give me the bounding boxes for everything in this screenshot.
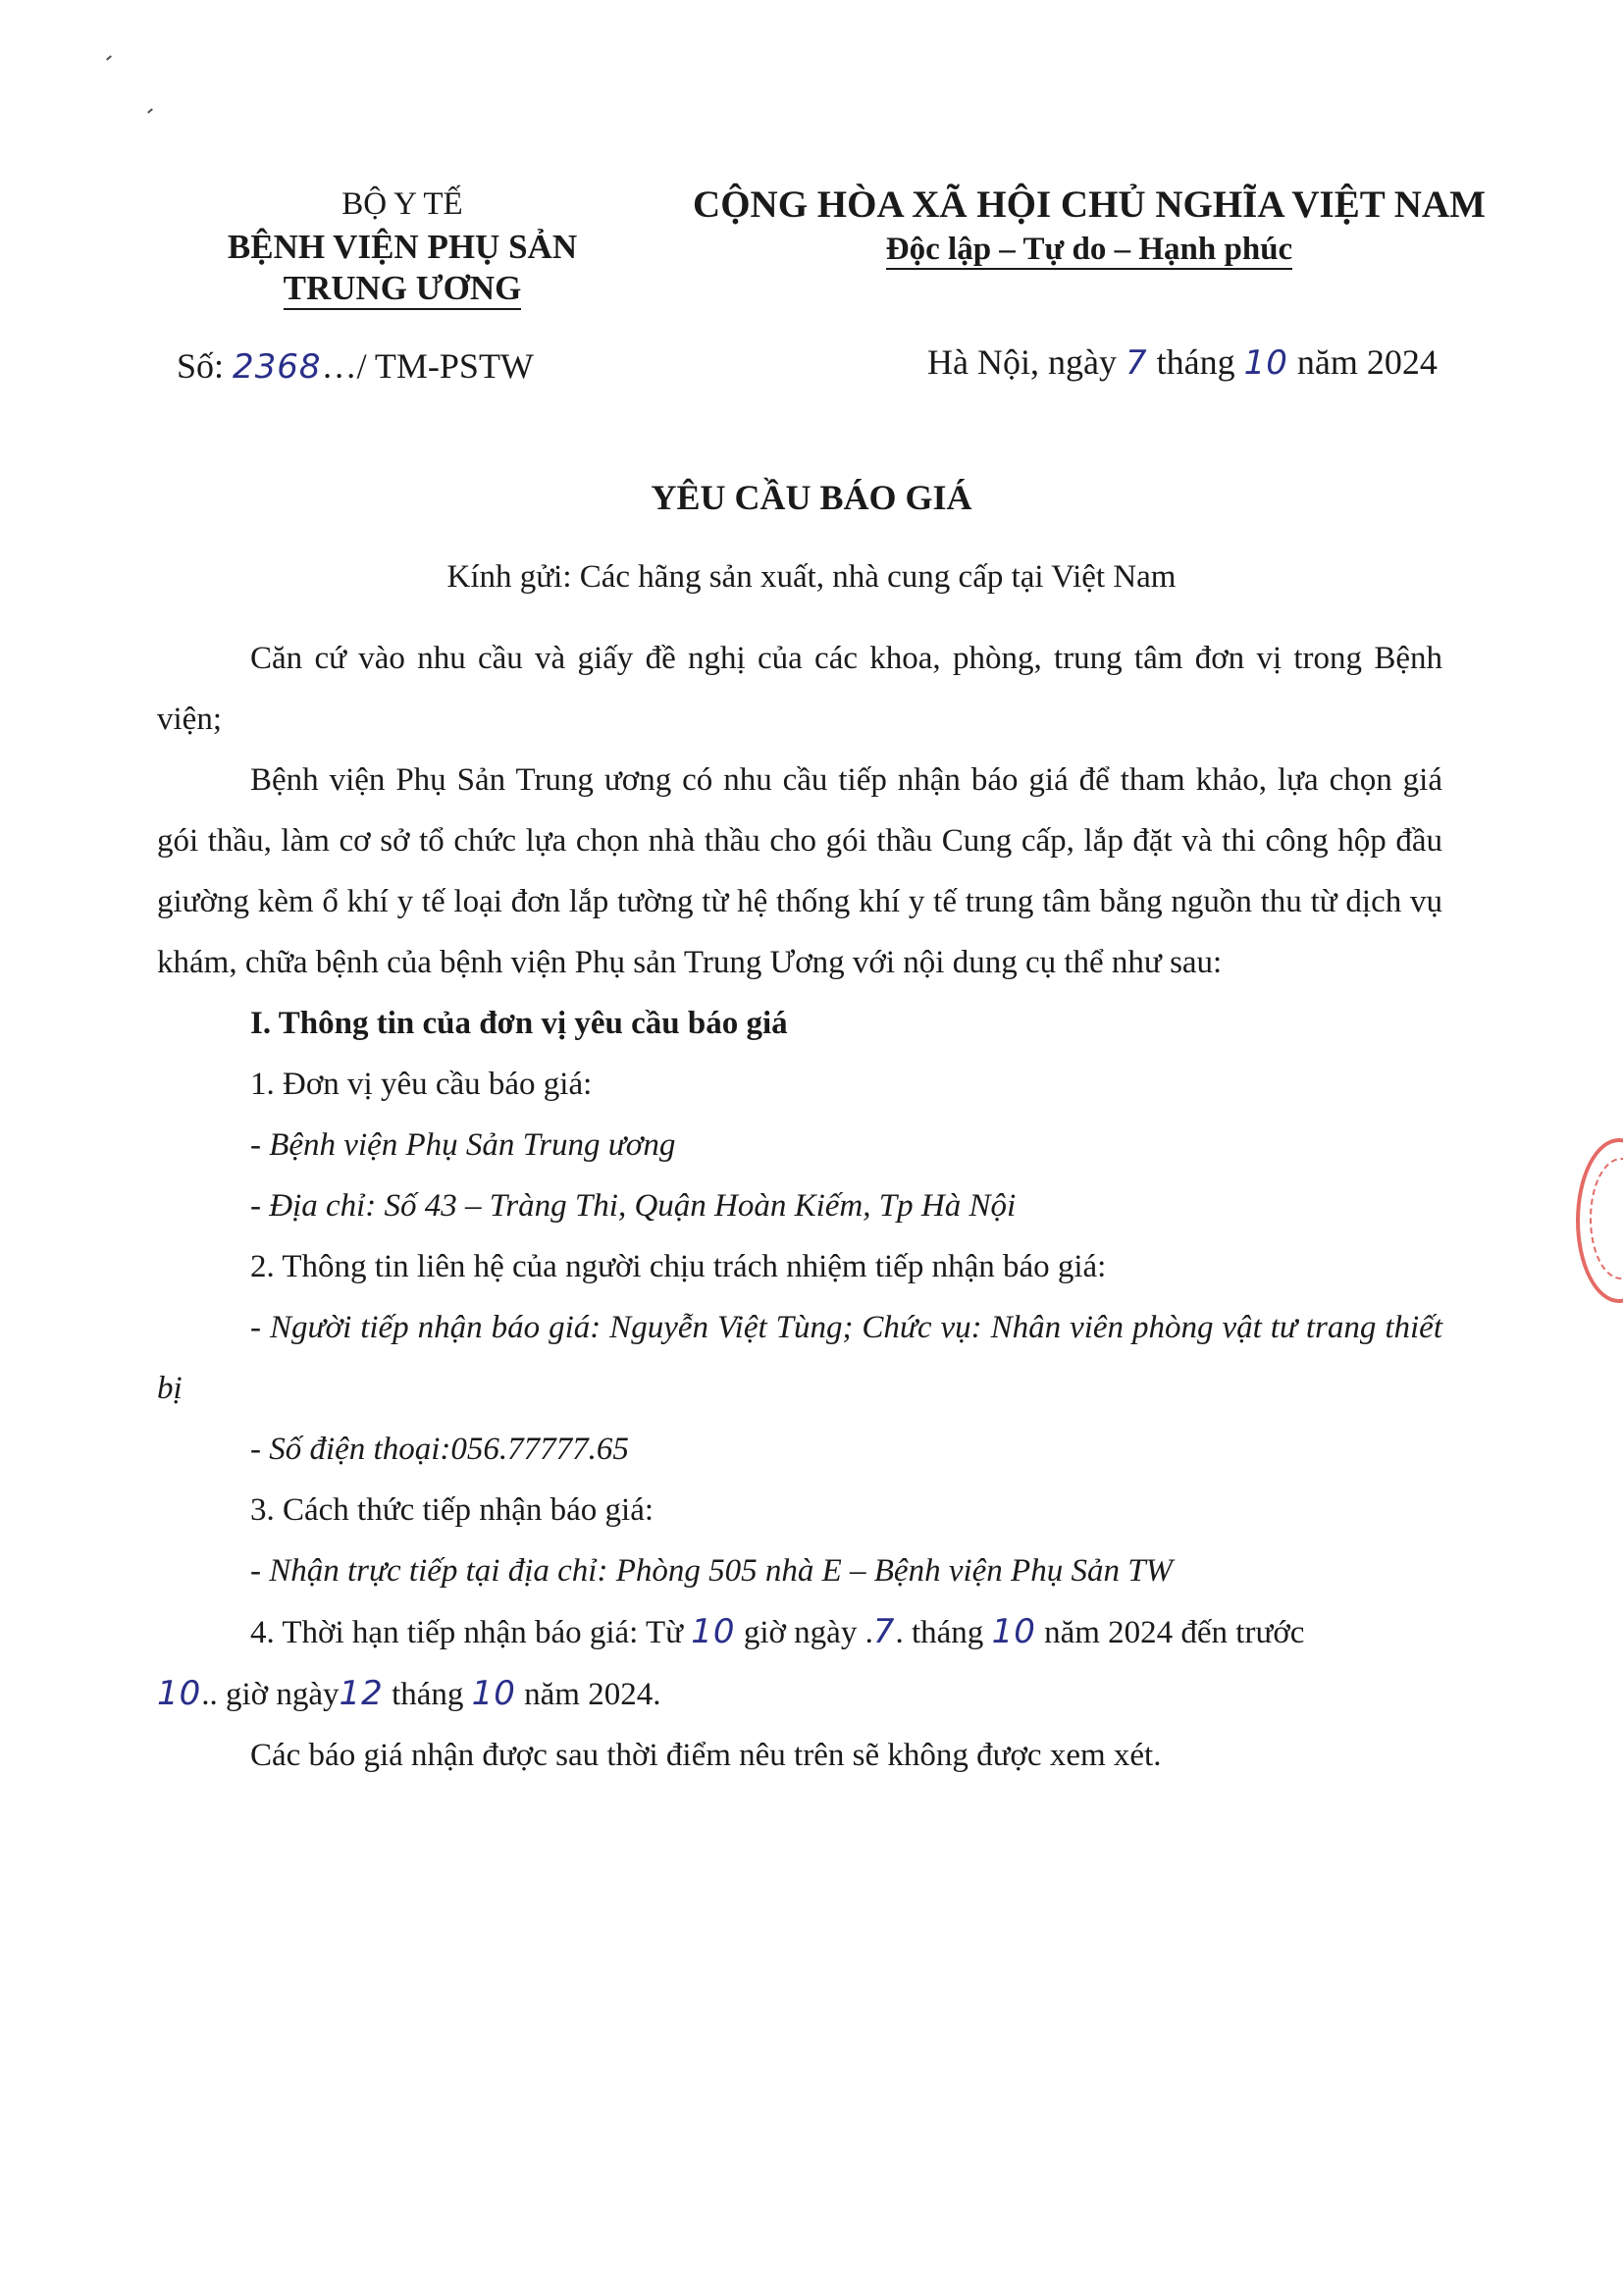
handwritten-month: 10 (1243, 343, 1288, 383)
republic-heading: CỘNG HÒA XÃ HỘI CHỦ NGHĨA VIỆT NAM (693, 183, 1486, 226)
hospital-name-line2: TRUNG ƯƠNG (157, 269, 648, 308)
document-number: Số: 2368…/ TM-PSTW (177, 346, 534, 387)
handwritten-day-to: 12 (339, 1674, 384, 1713)
handwritten-month-from: 10 (991, 1612, 1036, 1651)
item-2-contact-person: - Người tiếp nhận báo giá: Nguyễn Việt Tùng; Chức vụ: Nhân viên phòng vật tư trang thiết bị (157, 1310, 1442, 1406)
handwritten-month-to: 10 (471, 1674, 516, 1713)
item-1: 1. Đơn vị yêu cầu báo giá: (250, 1067, 593, 1102)
place-and-date: Hà Nội, ngày 7 tháng 10 năm 2024 (927, 342, 1438, 383)
handwritten-doc-number: 2368 (233, 347, 322, 387)
handwritten-day-from: 7 (872, 1612, 896, 1651)
handwritten-day: 7 (1125, 343, 1148, 383)
recipient-greeting: Kính gửi: Các hãng sản xuất, nhà cung cấp tại Việt Nam (446, 559, 1177, 595)
scan-speck (106, 55, 112, 60)
item-3-method: - Nhận trực tiếp tại địa chỉ: Phòng 505 nhà E – Bệnh viện Phụ Sản TW (250, 1553, 1174, 1589)
hospital-name-line1: BỆNH VIỆN PHỤ SẢN (227, 228, 578, 266)
item-1-unit: - Bệnh viện Phụ Sản Trung ương (250, 1127, 676, 1163)
document-body (157, 628, 1442, 1786)
item-1-address: - Địa chỉ: Số 43 – Tràng Thi, Quận Hoàn Kiếm, Tp Hà Nội (250, 1188, 1017, 1224)
ministry-name: BỘ Y TẾ (341, 186, 463, 222)
paragraph-request: Bệnh viện Phụ Sản Trung ương có nhu cầu tiếp nhận báo giá để tham khảo, lựa chọn giá gói thầu, làm cơ sở tổ chức lựa chọn nhà thầu cho gói thầu Cung cấp, lắp đặt và thi công hộp đầu giường kèm ổ khí y tế loại đơn lắp tường từ hệ thống khí y tế trung tâm bằng nguồn thu từ dịch vụ khám, chữa bệnh của bệnh viện Phụ sản Trung Ương với nội dung cụ thể như sau: (157, 762, 1442, 980)
handwritten-hour-from: 10 (691, 1612, 736, 1651)
closing-note: Các báo giá nhận được sau thời điểm nêu trên sẽ không được xem xét. (250, 1738, 1162, 1773)
item-4-line1: 4. Thời hạn tiếp nhận báo giá: Từ 10 giờ ngày .7. tháng 10 năm 2024 đến trước (250, 1612, 1305, 1651)
scan-speck (147, 108, 153, 113)
paragraph-basis: Căn cứ vào nhu cầu và giấy đề nghị của các khoa, phòng, trung tâm đơn vị trong Bệnh viện; (157, 641, 1442, 737)
national-motto: Độc lập – Tự do – Hạnh phúc (628, 232, 1550, 268)
section-heading: I. Thông tin của đơn vị yêu cầu báo giá (250, 1006, 788, 1041)
item-2-phone: - Số điện thoại:056.77777.65 (250, 1432, 629, 1467)
item-3: 3. Cách thức tiếp nhận báo giá: (250, 1492, 654, 1528)
item-2: 2. Thông tin liên hệ của người chịu trách nhiệm tiếp nhận báo giá: (250, 1249, 1107, 1284)
item-4-line2: 10.. giờ ngày12 tháng 10 năm 2024. (157, 1674, 661, 1713)
document-title: YÊU CẦU BÁO GIÁ (651, 478, 972, 517)
handwritten-hour-to: 10 (157, 1674, 202, 1713)
